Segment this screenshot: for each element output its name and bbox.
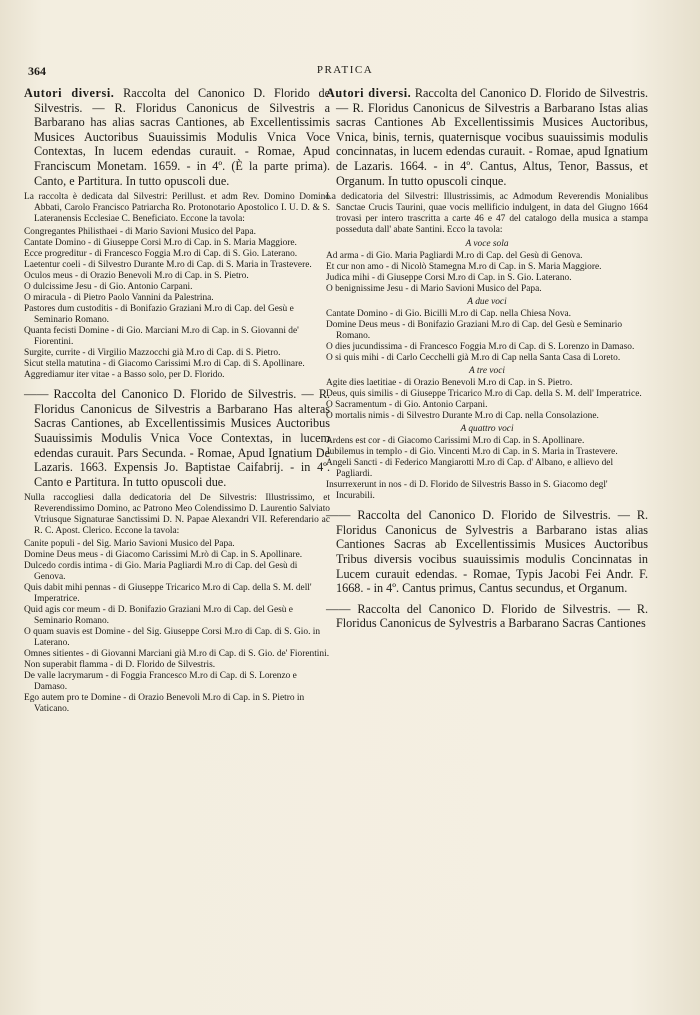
list-item: O benignissime Jesu - di Mario Savioni Musico del Papa. <box>326 284 542 295</box>
list-item: Ecce progreditur - di Francesco Foggia M.ro di Cap. di S. Gio. Laterano. <box>24 249 298 260</box>
list-item: Aggrediamur iter vitae - a Basso solo, per D. Florido. <box>24 370 225 381</box>
list-item: Oculos meus - di Orazio Benevoli M.ro di Cap. in S. Pietro. <box>24 271 249 282</box>
list-item: Congregantes Philisthaei - di Mario Savioni Musico del Papa. <box>24 227 256 238</box>
entry-heading: Autori diversi. <box>326 86 412 100</box>
list-item: Ego autem pro te Domine - di Orazio Benevoli M.ro di Cap. in S. Pietro in Vaticano. <box>24 693 305 715</box>
list-item: O Sacramentum - di Gio. Antonio Carpani. <box>326 400 488 411</box>
list-item: Et cur non amo - di Nicolò Stamegna M.ro di Cap. in S. Maria Maggiore. <box>326 262 602 273</box>
list-item: Quanta fecisti Domine - di Gio. Marciani M.ro di Cap. in S. Giovanni de' Fiorentini. <box>24 326 299 348</box>
list-item: Ad arma - di Gio. Maria Pagliardi M.ro di Cap. del Gesù di Genova. <box>326 251 583 262</box>
list-item: Angeli Sancti - di Federico Mangiarotti M.ro di Cap. d' Albano, e allievo del Pagliardi. <box>326 458 614 480</box>
contents-list <box>24 227 330 381</box>
list-item: O quam suavis est Domine - del Sig. Giuseppe Corsi M.ro di Cap. di S. Gio. in Laterano. <box>24 627 321 649</box>
entry-text: Raccolta del Canonico D. Florido de Silvestris. — R. Floridus Canonicus de Silvestris a Barbarano Istas alias sacras Cantiones Ab Excellentissimis Musices Auctoribus, Vnica, binis, ternis, quaternisque vocibus suauissimis modulis concinnatas, in lucem edendas curauit. - Romae, apud Ignatium de Lazaris. 1664. - in 4º. Cantus, Altus, Tenor, Bassus, et Organum. In tutto opuscoli cinque. <box>336 86 649 188</box>
section-heading: A voce sola <box>465 239 509 250</box>
list-item: Domine Deus meus - di Bonifazio Graziani M.ro di Cap. del Gesù e Seminario Romano. <box>326 320 623 342</box>
catalog-entry <box>326 602 648 631</box>
entry-dash: —— <box>24 387 49 402</box>
entry-note: La dedicatoria del Silvestri: Illustrissimis, ac Admodum Reverendis Monialibus Sanctae Crucis Taurini, quae vocis mellificio indulgent, in data del Giugno 1664 trovasi per intero trascritta a carte 46 e 47 del catalogo della musica a stampa posseduta dall' abate Santini. Ecco la tavola: <box>326 192 648 236</box>
list-item: Sicut stella matutina - di Giacomo Carissimi M.ro di Cap. di S. Apollinare. <box>24 359 305 370</box>
running-title: PRATICA <box>316 64 374 76</box>
list-item: De valle lacrymarum - di Foggia Francesco M.ro di Cap. di S. Lorenzo e Damaso. <box>24 671 297 693</box>
list-item: Pastores dum custoditis - di Bonifazio Graziani M.ro di Cap. del Gesù e Seminario Romano. <box>24 304 294 326</box>
list-item: O miracula - di Pietro Paolo Vannini da Palestrina. <box>24 293 214 304</box>
entry-dash: —— <box>326 601 351 616</box>
list-item: Agite dies laetitiae - di Orazio Benevoli M.ro di Cap. in S. Pietro. <box>326 378 573 389</box>
entry-text: Raccolta del Canonico D. Florido de Silvestris. — R. Floridus Canonicus de Sylvestris a Barbarano istas alias Cantiones Sacras ab Excellentissimis Musices Auctoribus Tribus diversis vocibus suauissimis modulis Concinnatas in Lucem curauit edendas. - Romae, Typis Jacobi Fei Andr. F. 1668. - in 4º. Cantus primus, Cantus secundus, et Organum. <box>336 508 648 596</box>
section-heading: A tre voci <box>469 366 505 377</box>
page-number: 364 <box>28 64 46 78</box>
list-item: Dulcedo cordis intima - di Gio. Maria Pagliardi M.ro di Cap. del Gesù di Genova. <box>24 561 298 583</box>
contents-list <box>326 436 648 502</box>
catalog-entry <box>326 86 648 188</box>
page-header <box>20 64 670 80</box>
list-item: O dies jucundissima - di Francesco Foggia M.ro di Cap. di S. Lorenzo in Damaso. <box>326 342 635 353</box>
contents-list <box>326 251 648 295</box>
list-item: Quid agis cor meum - di D. Bonifazio Graziani M.ro di Cap. del Gesù e Seminario Romano. <box>24 605 293 627</box>
catalog-entry <box>24 387 330 489</box>
list-item: Quis dabit mihi pennas - di Giuseppe Tricarico M.ro di Cap. della S. M. dell' Imperatrice. <box>24 583 312 605</box>
list-item: Non superabit flamma - di D. Florido de Silvestris. <box>24 660 216 671</box>
entry-heading: Autori diversi. <box>24 86 115 100</box>
list-item: Judica mihi - di Giuseppe Corsi M.ro di Cap. in S. Gio. Laterano. <box>326 273 572 284</box>
list-item: O dulcissime Jesu - di Gio. Antonio Carpani. <box>24 282 193 293</box>
entry-text: Raccolta del Canonico D. Florido de Silvestris. — R. Floridus Canonicus de Silvestris a Barbarano Has alteras Sacras Cantiones, ab Excellentissimis Musices Auctoribus Suauissimis Modulis Vnica Voce Contextas, in lucem edendas curauit. Pars Secunda. - Romae, Apud Ignatium De Lazaris. 1663. Expensis Jo. Baptistae Caifabrij. - in 4º. Canto e Partitura. In tutto opuscoli due. <box>34 387 330 489</box>
list-item: Cantate Domino - di Giuseppe Corsi M.ro di Cap. in S. Maria Maggiore. <box>24 238 297 249</box>
list-item: O mortalis nimis - di Silvestro Durante M.ro di Cap. nella Consolazione. <box>326 411 599 422</box>
list-item: Jubilemus in templo - di Gio. Vincenti M.ro di Cap. in S. Maria in Trastevere. <box>326 447 618 458</box>
list-item: Deus, quis similis - di Giuseppe Tricarico M.ro di Cap. della S. M. dell' Imperatrice. <box>326 389 642 400</box>
section-heading: A due voci <box>467 297 507 308</box>
list-item: Surgite, currite - di Virgilio Mazzocchi già M.ro di Cap. di S. Pietro. <box>24 348 281 359</box>
entry-dash: —— <box>326 508 351 523</box>
contents-list <box>326 378 648 422</box>
list-item: Ardens est cor - di Giacomo Carissimi M.ro di Cap. in S. Apollinare. <box>326 436 585 447</box>
list-item: Cantate Domino - di Gio. Bicilli M.ro di Cap. nella Chiesa Nova. <box>326 309 572 320</box>
list-item: Canite populi - del Sig. Mario Savioni Musico del Papa. <box>24 539 235 550</box>
catalog-entry <box>24 86 330 188</box>
left-column <box>24 86 330 715</box>
list-item: Insurrexerunt in nos - di D. Florido de Silvestris Basso in S. Giacomo degl' Incurabili. <box>326 480 608 502</box>
list-item: Omnes sitientes - di Giovanni Marciani già M.ro di Cap. di S. Gio. de' Fiorentini. <box>24 649 330 660</box>
contents-list <box>326 309 648 364</box>
section-heading: A quattro voci <box>460 424 514 435</box>
entry-note: Nulla raccogliesi dalla dedicatoria del De Silvestris: Illustrissimo, et Reverendissimo Domino, ac Patrono Meo Colendissimo D. Laurentio Salviato Vtriusque Signaturae Sanctissimi D. N. Papae Alexandri VII. Referendario ac R. C. Apost. Clerico. Eccone la tavola: <box>24 493 330 537</box>
right-column <box>326 86 648 635</box>
list-item: Domine Deus meus - di Giacomo Carissimi M.rò di Cap. in S. Apollinare. <box>24 550 303 561</box>
entry-text: Raccolta del Canonico D. Florido de Silvestris. — R. Floridus Canonicus de Silvestris a Barbarano has alias sacras Cantiones, ab Excellentissimis Musices Auctoribus Suauissimis Modulis Vnica Voce Contextas, In lucem edendas curauit. - Romae, Apud Franciscum Monetam. 1659. - in 4º. (È la parte prima). Canto, e Partitura. In tutto opuscoli due. <box>34 86 331 188</box>
list-item: Laetentur coeli - di Silvestro Durante M.ro di Cap. di S. Maria in Trastevere. <box>24 260 312 271</box>
entry-text: Raccolta del Canonico D. Florido de Silvestris. — R. Floridus Canonicus de Sylvestris a Barbarano Sacras Cantiones <box>336 601 648 631</box>
catalog-entry <box>326 508 648 596</box>
list-item: O si quis mihi - di Carlo Cecchelli già M.ro di Cap nella Santa Casa di Loreto. <box>326 353 621 364</box>
contents-list <box>24 539 330 715</box>
entry-note: La raccolta è dedicata dal Silvestri: Perillust. et adm Rev. Domino Domino Abbati, Carolo Francisco Patriarcha Ro. Protonotario Apostolico I. U. D. & S. Lateranensis Ecclesiae C. Beneficiato. Eccone la tavola: <box>24 192 330 225</box>
